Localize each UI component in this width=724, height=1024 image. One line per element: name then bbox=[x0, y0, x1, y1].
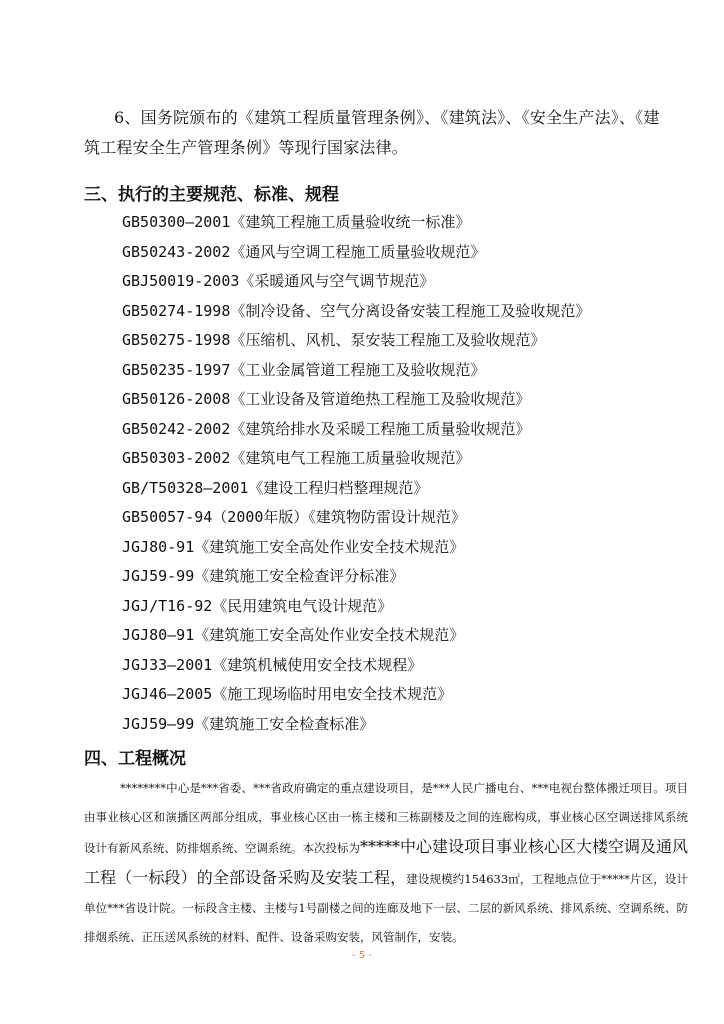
standard-item: JGJ59-99《建筑施工安全检查评分标准》 bbox=[122, 567, 405, 585]
standard-item: GB50275-1998《压缩机、风机、泵安装工程施工及验收规范》 bbox=[122, 331, 546, 349]
standard-item: JGJ33—2001《建筑机械使用安全技术规程》 bbox=[122, 655, 423, 674]
overview-text-part-3: 建设规模约154633㎡，工程地点位于*****片区，设计单位***省设计院。一标段含主楼、主楼与1号副楼之间的连廊及地下一层、二层的新风系统、排风系统、空调系统、防排烟系统、正压送风系统的材料、配件、设备采购安装，风管制作，安装。 bbox=[84, 872, 688, 944]
standard-item: JGJ80—91《建筑施工安全高处作业安全技术规范》 bbox=[122, 626, 465, 644]
project-overview-paragraph bbox=[84, 774, 688, 952]
overview-text-part-2: *****中心建设项目事业核心区大楼空调及通风工程（一标段）的全部设备采购及安装工程， bbox=[84, 837, 689, 887]
overview-text-part-1: ********中心是***省委、***省政府确定的重点建设项目，是***人民广播电台、***电视台整体搬迁项目。项目由事业核心区和演播区两部分组成，事业核心区由一栋主楼和三栋副楼及之间的连廊构成，事业核心区空调送排风系统设计有新风系统、防排烟系统、空调系统。本次投标为 bbox=[84, 781, 688, 855]
standard-item: JGJ59—99《建筑施工安全检查标准》 bbox=[122, 714, 375, 733]
standard-item: JGJ80-91《建筑施工安全高处作业安全技术规范》 bbox=[122, 537, 465, 556]
intro-line-1: 6、国务院颁布的《建筑工程质量管理条例》、《建筑法》、《安全生产法》、《建 bbox=[114, 108, 660, 127]
standard-item: GB50126-2008《工业设备及管道绝热工程施工及验收规范》 bbox=[122, 390, 531, 408]
standard-item: GB50300—2001《建筑工程施工质量验收统一标准》 bbox=[122, 213, 471, 231]
section-4-heading: 四、工程概况 bbox=[84, 749, 186, 769]
standard-item: GB50235-1997《工业金属管道工程施工及验收规范》 bbox=[122, 360, 486, 379]
standard-item: GB50303-2002《建筑电气工程施工质量验收规范》 bbox=[122, 449, 471, 467]
standard-item: GBJ50019-2003《采暖通风与空气调节规范》 bbox=[122, 272, 435, 290]
intro-line-2: 筑工程安全生产管理条例》等现行国家法律。 bbox=[84, 138, 409, 157]
standard-item: GB50242-2002《建筑给排水及采暖工程施工质量验收规范》 bbox=[122, 419, 531, 438]
standard-item: JGJ/T16-92《民用建筑电气设计规范》 bbox=[122, 596, 393, 615]
standards-list bbox=[122, 208, 590, 739]
standard-item: GB50057-94（2000年版）《建筑物防雷设计规范》 bbox=[122, 508, 466, 526]
standard-item: GB/T50328—2001《建设工程归档整理规范》 bbox=[122, 478, 429, 497]
page-number: - 5 - bbox=[352, 950, 372, 961]
standard-item: GB50243-2002《通风与空调工程施工质量验收规范》 bbox=[122, 242, 486, 261]
section-3-heading: 三、执行的主要规范、标准、规程 bbox=[84, 185, 339, 205]
intro-paragraph bbox=[84, 103, 680, 163]
standard-item: GB50274-1998《制冷设备、空气分离设备安装工程施工及验收规范》 bbox=[122, 301, 591, 320]
standard-item: JGJ46—2005《施工现场临时用电安全技术规范》 bbox=[122, 685, 453, 703]
